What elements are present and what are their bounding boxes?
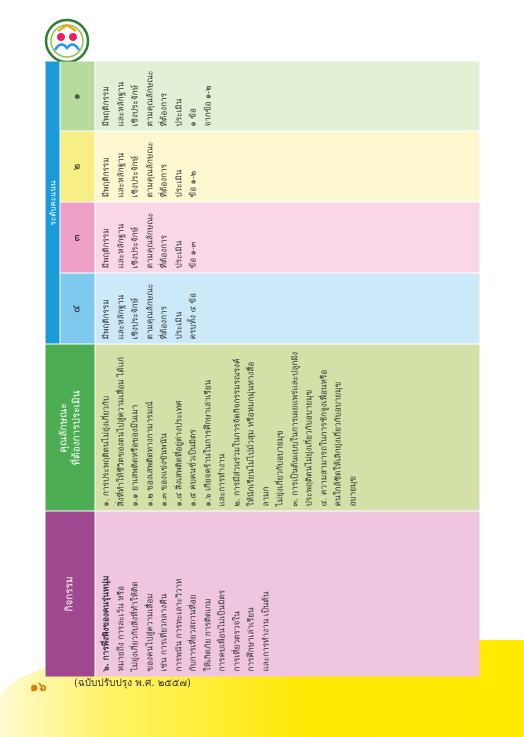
- activity-line: การเที่ยวตรวจใน: [230, 611, 241, 672]
- level-criterion-line: ตามคุณลักษณะ: [143, 283, 154, 340]
- activity-line: ให้เกิดภัย การติดเกม: [201, 598, 212, 672]
- header-desired-traits: คุณลักษณะ ที่ต้องการประเมิน: [45, 345, 94, 512]
- level-criterion-line: เชิงประจักษ์: [129, 85, 139, 127]
- column-separator: [45, 344, 479, 345]
- desired-trait-line: ไม่ยุ่งเกี่ยวกับอบายมุข: [274, 430, 284, 507]
- column-separator: [59, 131, 479, 132]
- header-level-4: ๔: [59, 274, 94, 345]
- level-criterion-line: ๑ ข้อ: [187, 108, 197, 127]
- level-criterion-line: และหลักฐาน: [114, 81, 125, 127]
- level-criterion-line: และหลักฐาน: [114, 152, 125, 198]
- desired-trait-line: ๑.๕ คบคนชั่วเป็นมิตร: [187, 429, 197, 507]
- header-level-3: ๓: [59, 203, 94, 274]
- desired-trait-line: ๓. การเป็นต้นแบบในการเผยแพร่และปลูกฝัง: [288, 351, 299, 507]
- level-4-cell: [94, 274, 479, 345]
- level-2-cell: [94, 132, 479, 203]
- activity-line: การพนัน การทะเลาะวิวาท: [172, 578, 183, 672]
- level-criterion-line: ที่ต้องการประเมิน: [158, 234, 183, 269]
- activity-line: กับการเที่ยวสถานที่อย: [187, 594, 197, 672]
- activity-line: หมายถึง การละเว้น หรือ: [114, 586, 125, 672]
- level-criterion-line: จากข้อ ๑-๒: [201, 85, 212, 127]
- desired-trait-line: ๑. การประพฤติตนไม่ยุ่งเกี่ยวกับ: [100, 395, 110, 507]
- row-separator: [94, 62, 95, 677]
- level-criterion-line: เชิงประจักษ์: [129, 298, 139, 340]
- desired-trait-line: อบายมุข: [346, 475, 357, 507]
- level-criterion-line: ตามคุณลักษณะ: [143, 70, 154, 127]
- column-separator: [45, 511, 479, 512]
- desired-trait-line: ๔. ความสามารถในการชักจูงเพื่อนหรือ: [317, 369, 328, 507]
- level-criterion-line: ข้อ ๑-๒: [187, 170, 197, 198]
- level-1-cell: [94, 62, 479, 132]
- desired-trait-line: คนใกล้ชิดให้เลิกยุ่งเกี่ยวกับอบายมุข: [332, 381, 342, 507]
- desired-trait-line: และการทำงาน: [216, 453, 226, 507]
- level-criterion-line: มีพฤติกรรม: [100, 228, 110, 269]
- column-separator: [59, 273, 479, 274]
- school-emblem-icon: [44, 18, 90, 64]
- desired-trait-line: ๑.๔ สิ่งเสพติดที่อยู่ต่างประเทศ: [172, 400, 183, 507]
- header-score-levels: ระดับคะแนน: [45, 62, 59, 345]
- level-criterion-line: ครบทั้ง ๔ ข้อ: [187, 293, 197, 340]
- desired-trait-line: ให้นักเรียนไม่ไปมั่วสุม หรือหมกมุ่นทางสื่อลามก: [245, 361, 270, 507]
- activity-title: ๖. การพึ่งพิงของคนรุ่นหนุ่ม: [100, 575, 110, 672]
- level-3-cell: [94, 203, 479, 274]
- desired-trait-line: ประพฤติตนไม่ยุ่งเกี่ยวกับอบายมุข: [303, 389, 313, 507]
- level-criterion-line: และหลักฐาน: [114, 294, 125, 340]
- level-criterion-line: ที่ต้องการประเมิน: [158, 92, 183, 127]
- header-activity: กิจกรรม: [45, 512, 94, 677]
- activity-line: ของคนไปสู่ความเสื่อม: [143, 593, 154, 672]
- page-number: ๑๖: [30, 680, 47, 695]
- header-level-1: ๑: [59, 62, 94, 132]
- level-criterion-line: เชิงประจักษ์: [129, 156, 139, 198]
- level-criterion-line: มีพฤติกรรม: [100, 157, 110, 198]
- activity-line: เช่น การเที่ยวกลางคืน: [158, 593, 168, 672]
- level-criterion-line: มีพฤติกรรม: [100, 299, 110, 340]
- level-criterion-line: เชิงประจักษ์: [129, 227, 139, 269]
- desired-trait-line: ๑.๑ ยาเสพติดหรือของมึนเมา: [129, 404, 139, 507]
- activity-line: การศึกษาเล่าเรียน: [245, 607, 255, 672]
- activity-line: การคบเพื่อนไม่เป็นมิตร: [216, 589, 226, 672]
- column-separator: [59, 202, 479, 203]
- activity-line: ไม่ยุ่งเกี่ยวกับสิ่งที่ทำให้ติด: [129, 581, 139, 672]
- level-criterion-line: ที่ต้องการประเมิน: [158, 163, 183, 198]
- level-criterion-line: ที่ต้องการประเมิน: [158, 305, 183, 340]
- desired-trait-line: ๒. การมีส่วนร่วมในการจัดกิจกรรมรณรงค์: [230, 358, 241, 507]
- activity-cell: [94, 512, 479, 677]
- footer-line-2: (ฉบับปรับปรุง พ.ศ. ๒๕๕๗): [74, 678, 191, 689]
- desired-trait-line: ๑.๖ เกียจคร้านในการศึกษาเล่าเรียน: [201, 379, 212, 507]
- level-criterion-line: ตามคุณลักษณะ: [143, 141, 154, 198]
- criteria-table: [45, 62, 479, 677]
- desired-trait-line: ๑.๒ ของเสพติดทางกามารมณ์: [143, 401, 154, 507]
- level-criterion-line: มีพฤติกรรม: [100, 86, 110, 127]
- level-criterion-line: ข้อ ๑-๓: [187, 241, 197, 269]
- header-level-2: ๒: [59, 132, 94, 203]
- level-criterion-line: ตามคุณลักษณะ: [143, 212, 154, 269]
- row-separator: [59, 62, 60, 345]
- desired-trait-line: สิ่งที่ทำให้ชีวิตของตนไปสู่ความเสื่อม ได้แก่: [114, 357, 125, 507]
- desired-traits-cell: [94, 345, 479, 512]
- activity-line: และการทำงาน เป็นต้น: [259, 591, 270, 672]
- level-criterion-line: และหลักฐาน: [114, 223, 125, 269]
- desired-trait-line: ๑.๓ ของแข่งขันพนัน: [158, 433, 168, 507]
